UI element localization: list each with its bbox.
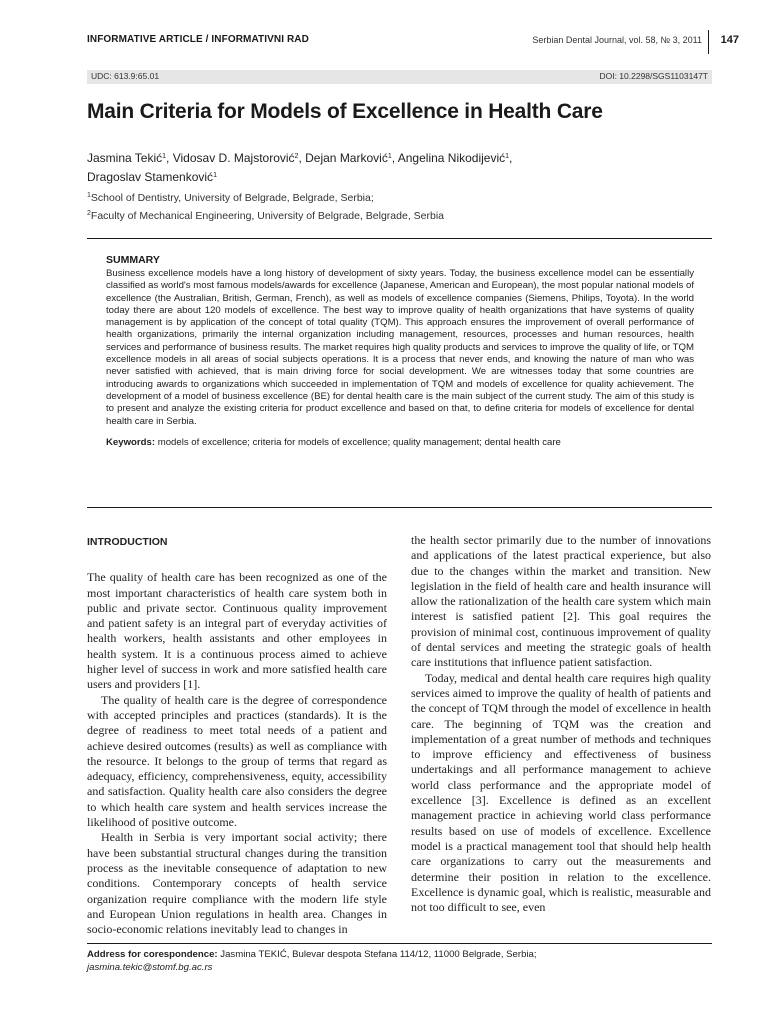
affiliation-marker: 1: [162, 153, 167, 160]
author-name: Vidosav D. Majstorović: [172, 151, 295, 165]
author-separator: ,: [391, 151, 398, 165]
article-title: Main Criteria for Models of Excellence in Health Care: [87, 100, 603, 123]
section-label: INFORMATIVE ARTICLE / INFORMATIVNI RAD: [87, 34, 309, 45]
running-header: [87, 34, 739, 50]
footer-rule: [87, 943, 712, 944]
author-name: Jasmina Tekić: [87, 151, 163, 165]
body-paragraph: The quality of health care has been recognized as one of the most important characteristics of health care system both in public and private sector. Continuous quality improvement and patient safety is an integral part of everyday activities of health workers, health assistants and other employees in health system. It is a continuous process aimed to achieve higher level of success in work and more satisfied health care users and providers [1].: [87, 570, 387, 692]
author-list: [87, 148, 647, 186]
body-paragraph: Today, medical and dental health care requires high quality services aimed to improve the quality of health of patients and the concept of TQM through the model of excellence in health care. The beginning of TQM was the creation and implementation of a great number of methods and techniques to improve efficiency and effectiveness of business undertakings and all performance management to achieve world class performance and the appropriate model of excellence [3]. Excellence is defined as an excellent management practice in achieving world class performance results based on use of models of excellence. Excellence model is a practical management tool that should help health care organizations to carry out the measurements and determine their position in relation to the excellence. Excellence is dynamic goal, which is realistic, measurable and not too difficult to see, even: [411, 670, 711, 915]
summary-bottom-rule: [87, 507, 712, 508]
page-number: 147: [720, 34, 739, 46]
body-paragraph: Health in Serbia is very important social activity; there have been substantial structural changes during the transition process as the inevitable consequence of adaptation to new conditions. Contemporary concepts of health service organization require compliance with the modern life style and European Union regulations in health area. Changes in socio-economic relations inevitably lead to changes in: [87, 830, 387, 937]
header-divider: [708, 30, 709, 54]
author-separator: ,: [509, 151, 513, 165]
correspondence-address: Jasmina TEKIĆ, Bulevar despota Stefana 114/12, 11000 Belgrade, Serbia;: [220, 949, 537, 960]
keywords-label: Keywords:: [106, 436, 156, 448]
summary-heading: SUMMARY: [106, 254, 160, 266]
author-name: Angelina Nikodijević: [397, 151, 506, 165]
identifier-bar: [87, 70, 712, 84]
affiliation-marker: 1: [387, 153, 392, 160]
affiliation-item: [87, 188, 647, 206]
affiliation-marker: 1: [213, 172, 217, 179]
keywords-text: models of excellence; criteria for models of excellence; quality management; dental health care: [157, 436, 561, 448]
doi-link[interactable]: DOI: 10.2298/SGS1103147T: [599, 71, 708, 81]
author-name: Dragoslav Stamenković: [87, 170, 214, 184]
introduction-heading: INTRODUCTION: [87, 536, 168, 548]
body-paragraph: the health sector primarily due to the number of innovations and applications of the latest practical experience, but also due to the changes within the market and transition. New legislation in the field of health care and health insurance will allow the rationalization of the health care system which main interest is satisfied patient [2]. This goal requires the provision of minimal cost, continuous improvement of quality of dental services and meeting the strategic goals of health care institutions that influence patient satisfaction.: [411, 533, 711, 670]
author-separator: ,: [166, 151, 173, 165]
affiliation-text: Faculty of Mechanical Engineering, University of Belgrade, Belgrade, Serbia: [90, 210, 445, 222]
author-name: Dejan Marković: [305, 151, 388, 165]
affiliation-text: School of Dentistry, University of Belgrade, Belgrade, Serbia;: [90, 192, 374, 204]
correspondence-block: [87, 948, 712, 974]
author-separator: ,: [298, 151, 306, 165]
affiliation-number: 2: [87, 210, 91, 217]
affiliation-marker: 2: [294, 153, 299, 160]
correspondence-email[interactable]: jasmina.tekic@stomf.bg.ac.rs: [87, 962, 213, 973]
affiliation-item: [87, 206, 647, 224]
body-column-left: [87, 533, 387, 937]
body-column-right: [411, 533, 711, 915]
correspondence-label: Address for corespondence:: [87, 949, 218, 960]
body-paragraph: The quality of health care is the degree of correspondence with accepted principles and practices (standards). It is the degree of readiness to meet total needs of a patient and achieve desired outcomes (results) as well as compliance with the resource. It belongs to the group of terms that regard as adequacy, efficiency, comprehensiveness, equity, accessibility and satisfaction. Quality health care also considers the degree to which health care system and health services increase the likelihood of positive outcome.: [87, 692, 387, 830]
summary-top-rule: [87, 238, 712, 239]
udc-code: UDC: 613.9:65.01: [91, 71, 160, 81]
summary-text: Business excellence models have a long history of development of sixty years. Today, the business excellence model can be essentially classified as world's most famous models/awards for excellence (Japanese, American and European), the most popular national models of excellence (the Australian, British, German, French), as well as models of excellence companies (Siemens, Philips, Toyota). In the world today there are about 120 models of excellence. The best way to improve quality of health organizations that have systems of quality management is by application of the concept of total quality (TQM). This approach ensures the improvement of overall performance of health organizations, primarily the internal organization including management, resources, processes and human resources, health services and performance of business results. The market requires high quality products and services to improve the quality of life, or TQM excellence models in all areas of social subjects operations. It is a process that never ends, and knowing the nature of man who was never satisfied with achieved, that is main driving force for social development. We are witnesses today that some countries are introducing awards to organizations which succeeded in implementation of TQM and models of excellence for quality achievement. The development of a model of business excellence (BE) for dental health care is the main subject of the current study. The aim of this study is to present and analyze the existing criteria for product excellence and based on that, to define criteria for models of excellence for dental health care in Serbia.: [106, 268, 694, 427]
summary-section: [106, 254, 694, 449]
affiliation-list: [87, 188, 647, 224]
journal-reference: Serbian Dental Journal, vol. 58, № 3, 2011: [532, 35, 702, 45]
affiliation-marker: 1: [505, 153, 510, 160]
affiliation-number: 1: [87, 192, 91, 199]
keywords-line: [106, 437, 694, 449]
